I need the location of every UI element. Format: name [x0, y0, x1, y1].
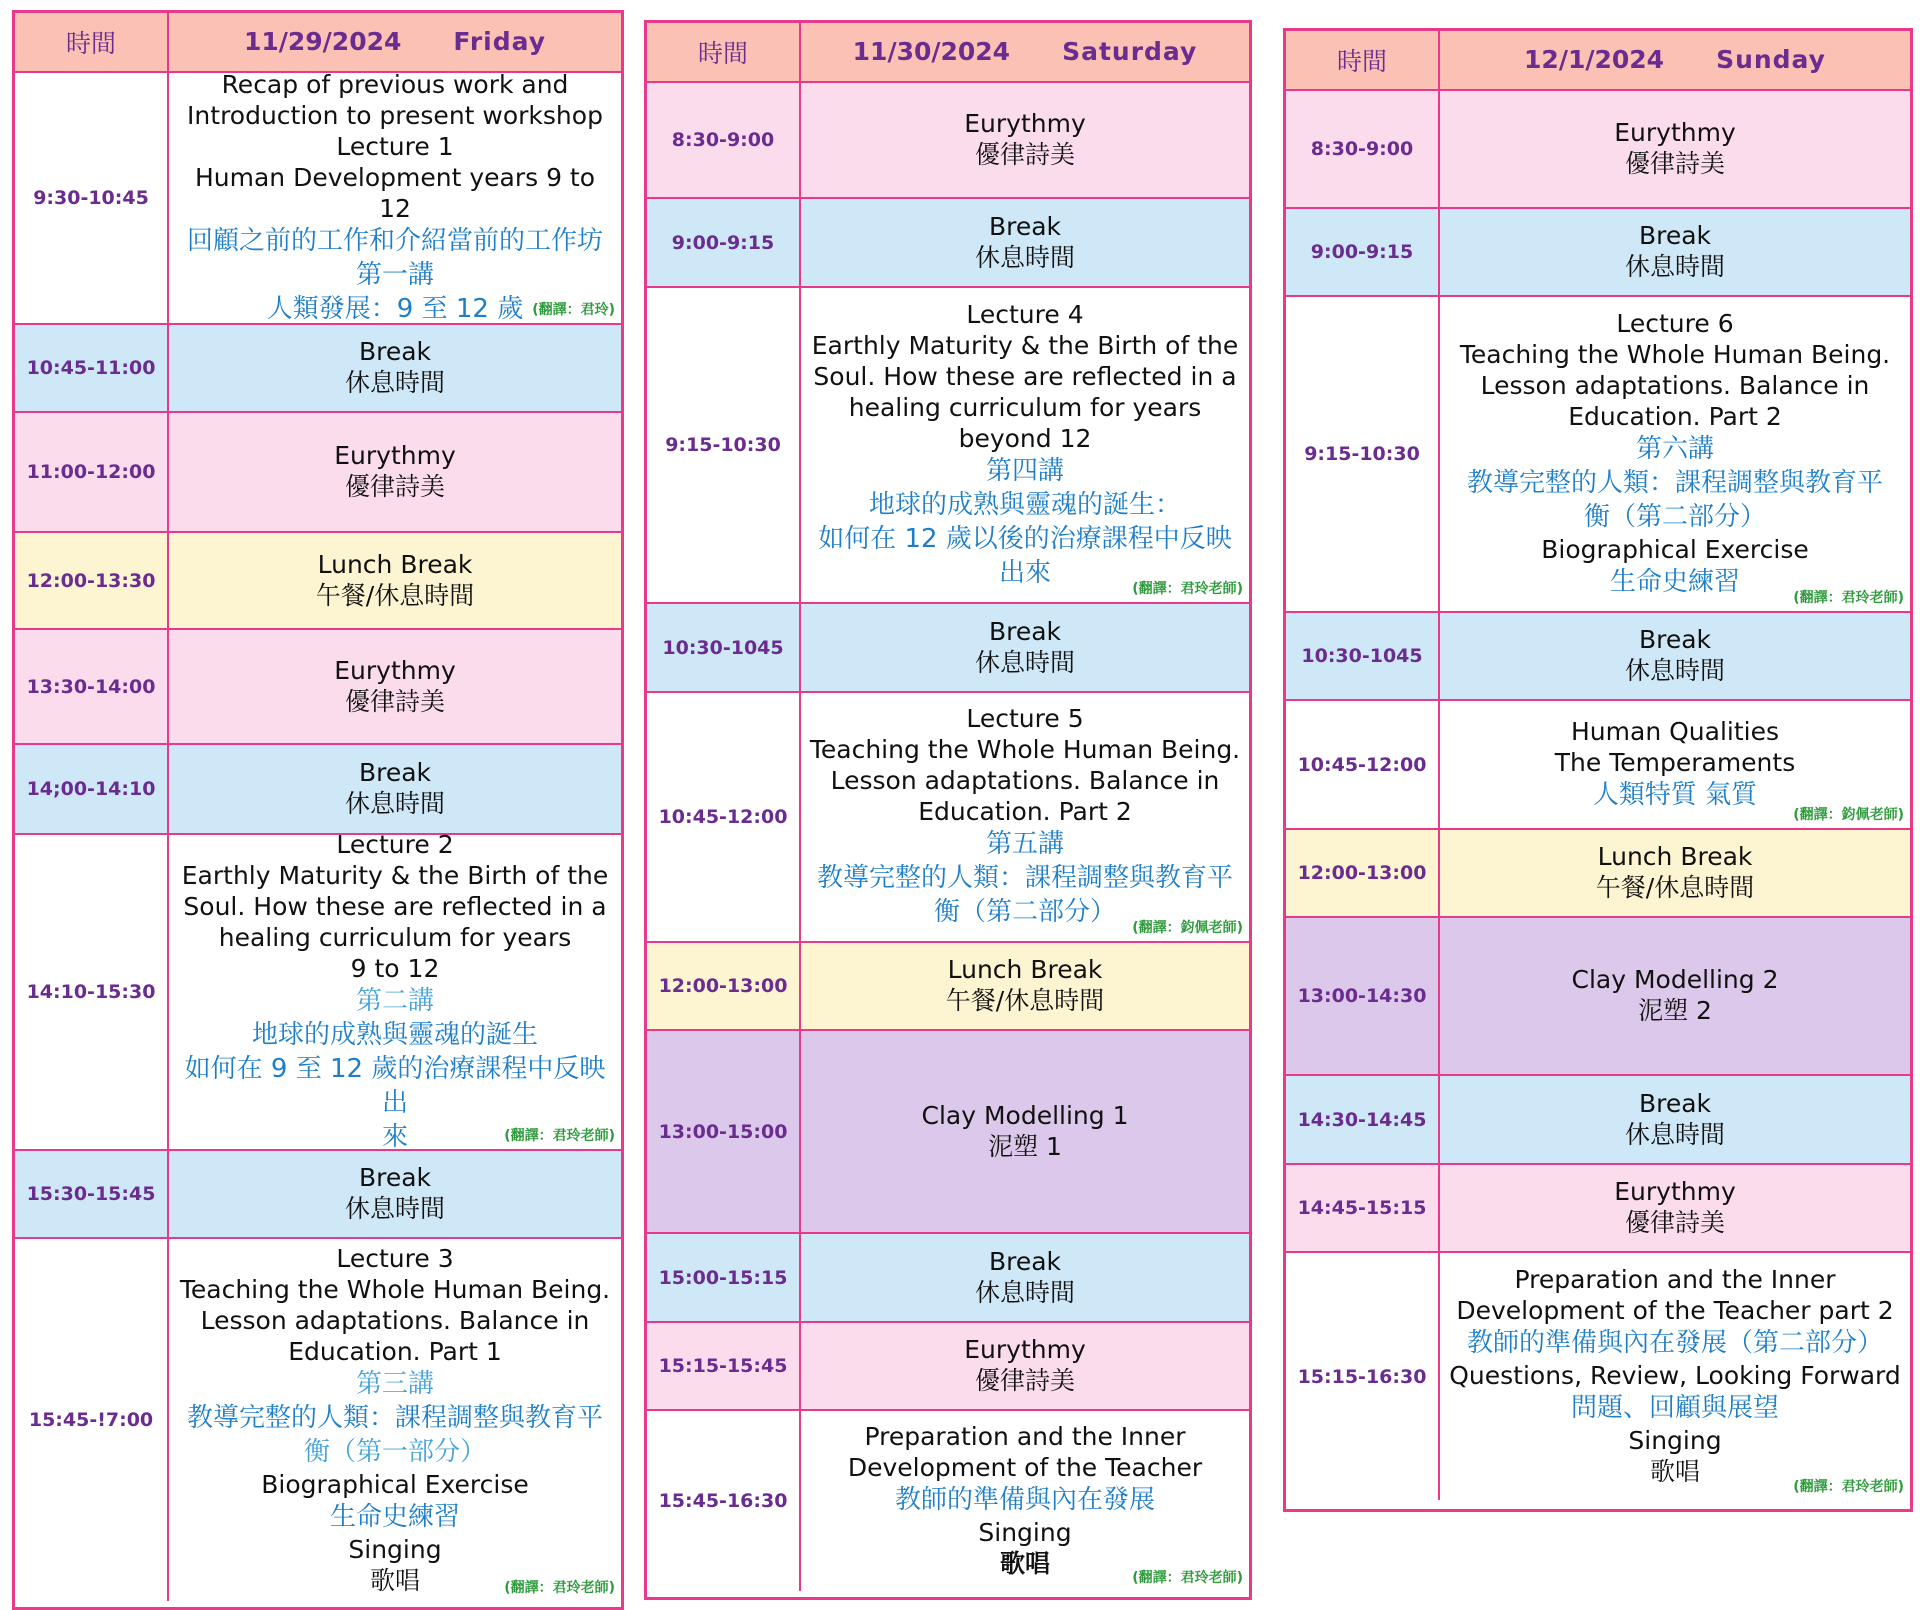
- schedule-row: [1286, 1163, 1910, 1251]
- schedule-row: [647, 602, 1249, 691]
- session-text-en: Break: [358, 337, 432, 366]
- session-text-zh: 第一講: [355, 259, 434, 290]
- session-text-en: Lecture 6: [1616, 308, 1734, 338]
- session-text-en: Break: [358, 1163, 432, 1192]
- session-text-zh: 教師的準備與內在發展: [894, 1485, 1155, 1515]
- schedule-row: [1286, 916, 1910, 1074]
- translator-note: (翻譯：君玲老師): [1132, 1570, 1243, 1586]
- session-text-en: Lecture 3: [336, 1243, 454, 1273]
- session-cell: [1440, 209, 1910, 295]
- schedule-row: [647, 1409, 1249, 1591]
- session-text-zh: 衡（第二部分）: [933, 897, 1116, 927]
- date: 11/29/2024: [243, 26, 402, 56]
- session-text-zh: 休息時間: [1624, 1119, 1725, 1149]
- translator-note: (翻譯：君玲老師): [504, 1580, 615, 1596]
- schedule-row: [15, 1237, 621, 1601]
- time-slot: 8:30-9:00: [1286, 91, 1440, 207]
- schedule-row: [647, 941, 1249, 1029]
- session-text-zh: 衡（第一部分）: [303, 1436, 486, 1467]
- session-text-zh: 泥塑 2: [1638, 996, 1712, 1025]
- translator-note: (翻譯：鈞佩老師): [1132, 920, 1243, 936]
- session-text-en: Break: [1638, 221, 1712, 250]
- schedule-row: [15, 411, 621, 531]
- session-cell: [1440, 297, 1910, 611]
- weekday: Sunday: [1716, 44, 1826, 74]
- session-text-en: Teaching the Whole Human Being.: [1459, 339, 1891, 369]
- translator-note: (翻譯：君玲老師): [1793, 1479, 1904, 1495]
- session-text-en: Education. Part 2: [918, 797, 1132, 826]
- session-text-zh: 休息時間: [974, 647, 1075, 677]
- session-text-en: Eurythmy: [1614, 118, 1736, 147]
- session-text-zh: 地球的成熟與靈魂的誕生: [251, 1019, 538, 1050]
- schedule-row: [15, 829, 621, 1152]
- time-slot: 14:30-14:45: [1286, 1076, 1440, 1163]
- time-slot: 13:00-14:30: [1286, 918, 1440, 1074]
- schedule-row: [1286, 699, 1910, 828]
- session-text-zh: 生命史練習: [1609, 566, 1740, 597]
- schedule-row: [1286, 828, 1910, 916]
- session-text-zh: 午餐/休息時間: [945, 986, 1105, 1015]
- session-text-zh: 地球的成熟與靈魂的誕生：: [868, 489, 1181, 520]
- session-text-zh: 衡（第二部分）: [1583, 501, 1766, 532]
- session-text-zh: 休息時間: [344, 789, 445, 818]
- time-slot: 10:45-12:00: [647, 693, 801, 941]
- session-cell: [1440, 1253, 1910, 1500]
- session-cell: [169, 829, 621, 1152]
- session-text-zh: 優律詩美: [344, 686, 445, 716]
- weekday: Saturday: [1062, 36, 1198, 66]
- schedule-row: [647, 197, 1249, 286]
- session-cell: [169, 325, 621, 411]
- session-cell: [801, 604, 1249, 691]
- session-text-zh: 人類發展：9 至 12 歲: [266, 293, 524, 324]
- session-text-zh: 休息時間: [344, 368, 445, 397]
- time-slot: 10:30-1045: [647, 604, 801, 691]
- schedule-row: [15, 323, 621, 411]
- session-cell: [1440, 701, 1910, 828]
- time-slot: 9:00-9:15: [1286, 209, 1440, 295]
- time-slot: 10:30-1045: [1286, 613, 1440, 699]
- time-slot: 9:15-10:30: [647, 288, 801, 602]
- session-text-zh: 教導完整的人類：課程調整與教育平: [186, 1402, 603, 1433]
- time-slot: 15:45-!7:00: [15, 1239, 169, 1601]
- time-slot: 15:15-15:45: [647, 1323, 801, 1409]
- session-cell: [1440, 613, 1910, 699]
- session-text-en: Education. Part 2: [1568, 401, 1782, 431]
- schedule-row: [647, 1029, 1249, 1232]
- session-text-zh: 教導完整的人類：課程調整與教育平: [1466, 467, 1883, 498]
- session-text-zh: 回顧之前的工作和介紹當前的工作坊: [186, 225, 603, 256]
- translator-note: (翻譯：君玲老師): [1132, 581, 1243, 597]
- session-text-en: Preparation and the Inner: [1514, 1265, 1836, 1294]
- schedule-row: [647, 691, 1249, 941]
- time-slot: 15:15-16:30: [1286, 1253, 1440, 1500]
- time-slot: 14;00-14:10: [15, 745, 169, 833]
- schedule-row: [1286, 89, 1910, 207]
- time-slot: 15:30-15:45: [15, 1151, 169, 1237]
- session-text-en: Education. Part 1: [288, 1336, 502, 1366]
- time-slot: 14:45-15:15: [1286, 1165, 1440, 1251]
- session-text-zh: 優律詩美: [974, 1366, 1075, 1395]
- session-text-en: Eurythmy: [334, 655, 456, 685]
- session-text-zh: 教師的準備與內在發展（第二部分）: [1466, 1328, 1883, 1358]
- session-text-en: Biographical Exercise: [1541, 534, 1809, 564]
- schedule-row: [15, 71, 621, 323]
- session-text-zh: 優律詩美: [1624, 1208, 1725, 1237]
- session-text-en: Introduction to present workshop: [187, 100, 603, 130]
- session-text-en: Development of the Teacher part 2: [1456, 1296, 1894, 1325]
- date-header: [169, 13, 621, 71]
- session-text-zh: 歌唱: [999, 1549, 1050, 1578]
- schedule-row: [1286, 1251, 1910, 1500]
- session-text-en: Questions, Review, Looking Forward: [1449, 1361, 1901, 1390]
- time-slot: 13:30-14:00: [15, 630, 169, 743]
- session-text-zh: 問題、回顧與展望: [1570, 1393, 1779, 1423]
- session-text-en: Human Development years 9 to 12: [194, 162, 596, 223]
- session-text-zh: 人類特質 氣質: [1592, 779, 1758, 810]
- session-text-zh: 休息時間: [974, 1277, 1075, 1307]
- session-text-en: Lecture 4: [966, 299, 1084, 329]
- time-slot: 15:00-15:15: [647, 1234, 801, 1321]
- session-text-en: Earthly Maturity & the Birth of the: [811, 330, 1239, 360]
- session-cell: [1440, 91, 1910, 207]
- session-cell: [801, 1411, 1249, 1591]
- time-slot: 12:00-13:00: [1286, 830, 1440, 916]
- session-cell: [801, 1323, 1249, 1409]
- session-cell: [801, 1234, 1249, 1321]
- session-text-en: healing curriculum for years: [218, 922, 572, 952]
- session-text-en: 9 to 12: [350, 953, 440, 983]
- session-text-en: Soul. How these are reflected in a: [183, 891, 607, 921]
- schedule-row: [1286, 611, 1910, 699]
- session-cell: [169, 630, 621, 743]
- time-slot: 15:45-16:30: [647, 1411, 801, 1591]
- session-text-en: Lecture 5: [966, 704, 1084, 733]
- session-cell: [1440, 830, 1910, 916]
- session-text-en: beyond 12: [958, 423, 1092, 453]
- session-text-zh: 第三講: [355, 1368, 434, 1399]
- schedule-row: [1286, 207, 1910, 295]
- session-text-en: Eurythmy: [964, 1335, 1086, 1364]
- session-text-en: Break: [988, 616, 1062, 646]
- session-text-en: Lesson adaptations. Balance in: [830, 766, 1220, 795]
- session-text-en: Break: [988, 1246, 1062, 1276]
- session-text-zh: 泥塑 1: [988, 1131, 1062, 1161]
- session-text-zh: 午餐/休息時間: [315, 580, 475, 610]
- date-header: [801, 23, 1249, 81]
- session-text-zh: 如何在 12 歲以後的治療課程中反映: [818, 523, 1232, 554]
- session-text-zh: 優律詩美: [974, 140, 1075, 169]
- time-slot: 9:00-9:15: [647, 199, 801, 286]
- session-cell: [169, 69, 621, 324]
- session-text-zh: 歌唱: [369, 1565, 420, 1595]
- session-text-zh: 第六講: [1635, 433, 1714, 464]
- session-text-zh: 休息時間: [1624, 656, 1725, 685]
- session-text-zh: 優律詩美: [344, 472, 445, 501]
- session-text-en: Eurythmy: [964, 109, 1086, 138]
- session-cell: [801, 83, 1249, 197]
- weekday: Friday: [453, 26, 547, 56]
- session-text-zh: 出來: [998, 557, 1051, 588]
- time-column-header: 時間: [1286, 31, 1440, 89]
- session-text-en: Eurythmy: [334, 441, 456, 470]
- session-text-en: Preparation and the Inner: [864, 1422, 1186, 1451]
- session-text-en: Eurythmy: [1614, 1177, 1736, 1206]
- session-text-en: Lesson adaptations. Balance in: [200, 1305, 590, 1335]
- time-slot: 12:00-13:00: [647, 943, 801, 1029]
- session-text-en: Development of the Teacher: [847, 1453, 1203, 1482]
- time-slot: 13:00-15:00: [647, 1031, 801, 1232]
- session-text-zh: 午餐/休息時間: [1595, 873, 1755, 902]
- session-text-en: Earthly Maturity & the Birth of the: [181, 860, 609, 890]
- schedule-row: [647, 286, 1249, 602]
- session-cell: [169, 413, 621, 531]
- time-column-header: 時間: [15, 13, 169, 71]
- session-cell: [801, 693, 1249, 941]
- session-text-en: healing curriculum for years: [848, 392, 1202, 422]
- translator-note: (翻譯：鈞佩老師): [1793, 807, 1904, 823]
- schedule-row: [1286, 295, 1910, 611]
- session-text-zh: 第五講: [985, 829, 1064, 859]
- session-cell: [801, 943, 1249, 1029]
- session-cell: [169, 1151, 621, 1237]
- translator-note: (翻譯：君玲老師): [1793, 590, 1904, 606]
- table-header: [15, 13, 621, 71]
- session-cell: [801, 1031, 1249, 1232]
- time-slot: 8:30-9:00: [647, 83, 801, 197]
- session-text-en: The Temperaments: [1554, 747, 1796, 777]
- session-text-zh: 休息時間: [344, 1194, 445, 1223]
- time-slot: 9:30-10:45: [15, 73, 169, 323]
- session-text-en: Clay Modelling 1: [921, 1100, 1129, 1130]
- session-text-zh: 第四講: [985, 455, 1064, 486]
- session-text-zh: 第二講: [355, 985, 434, 1016]
- time-slot: 9:15-10:30: [1286, 297, 1440, 611]
- schedule-table-friday: [12, 10, 624, 1610]
- session-text-en: Lesson adaptations. Balance in: [1480, 370, 1870, 400]
- schedule-row: [15, 743, 621, 833]
- session-text-en: Human Qualities: [1571, 716, 1779, 746]
- session-cell: [801, 288, 1249, 602]
- date: 12/1/2024: [1524, 44, 1665, 74]
- date-header: [1440, 31, 1910, 89]
- session-text-en: Lecture 2: [336, 829, 454, 859]
- session-text-en: Lunch Break: [317, 549, 473, 579]
- time-slot: 14:10-15:30: [15, 835, 169, 1149]
- session-text-zh: 如何在 9 至 12 歲的治療課程中反映出: [184, 1053, 606, 1118]
- translator-note: (翻譯：君玲老師): [504, 1128, 615, 1144]
- session-text-en: Singing: [1628, 1426, 1722, 1455]
- session-cell: [1440, 1165, 1910, 1251]
- session-text-en: Biographical Exercise: [261, 1469, 529, 1499]
- session-text-en: Lunch Break: [1597, 842, 1753, 871]
- session-text-zh: 歌唱: [1649, 1457, 1700, 1486]
- session-cell: [1440, 1076, 1910, 1163]
- session-text-en: Lunch Break: [947, 955, 1103, 984]
- time-column-header: 時間: [647, 23, 801, 81]
- time-slot: 11:00-12:00: [15, 413, 169, 531]
- session-text-en: Singing: [978, 1518, 1072, 1547]
- session-text-en: Teaching the Whole Human Being.: [179, 1274, 611, 1304]
- schedule-row: [15, 1149, 621, 1237]
- session-text-zh: 休息時間: [1624, 252, 1725, 281]
- schedule-table-sunday: [1283, 28, 1913, 1512]
- schedule-row: [647, 1321, 1249, 1409]
- time-slot: 12:00-13:30: [15, 533, 169, 628]
- session-text-en: Clay Modelling 2: [1571, 965, 1779, 994]
- session-text-en: Break: [358, 758, 432, 787]
- session-text-en: Break: [988, 211, 1062, 241]
- session-text-en: Break: [1638, 1088, 1712, 1118]
- session-text-zh: 來: [381, 1121, 408, 1152]
- time-slot: 10:45-11:00: [15, 325, 169, 411]
- session-text-en: Teaching the Whole Human Being.: [809, 735, 1241, 764]
- schedule-row: [1286, 1074, 1910, 1163]
- schedule-row: [15, 531, 621, 628]
- session-cell: [169, 745, 621, 833]
- session-text-en: Lecture 1: [336, 131, 454, 161]
- session-cell: [801, 199, 1249, 286]
- session-text-zh: 生命史練習: [329, 1501, 460, 1532]
- table-header: [647, 23, 1249, 81]
- session-text-en: Break: [1638, 625, 1712, 654]
- translator-note: (翻譯：君玲): [532, 302, 615, 318]
- time-slot: 10:45-12:00: [1286, 701, 1440, 828]
- session-cell: [1440, 918, 1910, 1074]
- schedule-row: [647, 1232, 1249, 1321]
- session-cell: [169, 1239, 621, 1601]
- schedule-table-saturday: [644, 20, 1252, 1600]
- session-text-en: Singing: [348, 1534, 442, 1564]
- schedule-row: [15, 628, 621, 743]
- table-header: [1286, 31, 1910, 89]
- session-text-zh: 優律詩美: [1624, 149, 1725, 178]
- session-cell: [169, 533, 621, 628]
- date: 11/30/2024: [852, 36, 1011, 66]
- session-text-zh: 休息時間: [974, 242, 1075, 272]
- schedule-row: [647, 81, 1249, 197]
- session-text-en: Recap of previous work and: [221, 69, 569, 99]
- session-text-zh: 教導完整的人類：課程調整與教育平: [816, 863, 1233, 893]
- session-text-en: Soul. How these are reflected in a: [813, 361, 1237, 391]
